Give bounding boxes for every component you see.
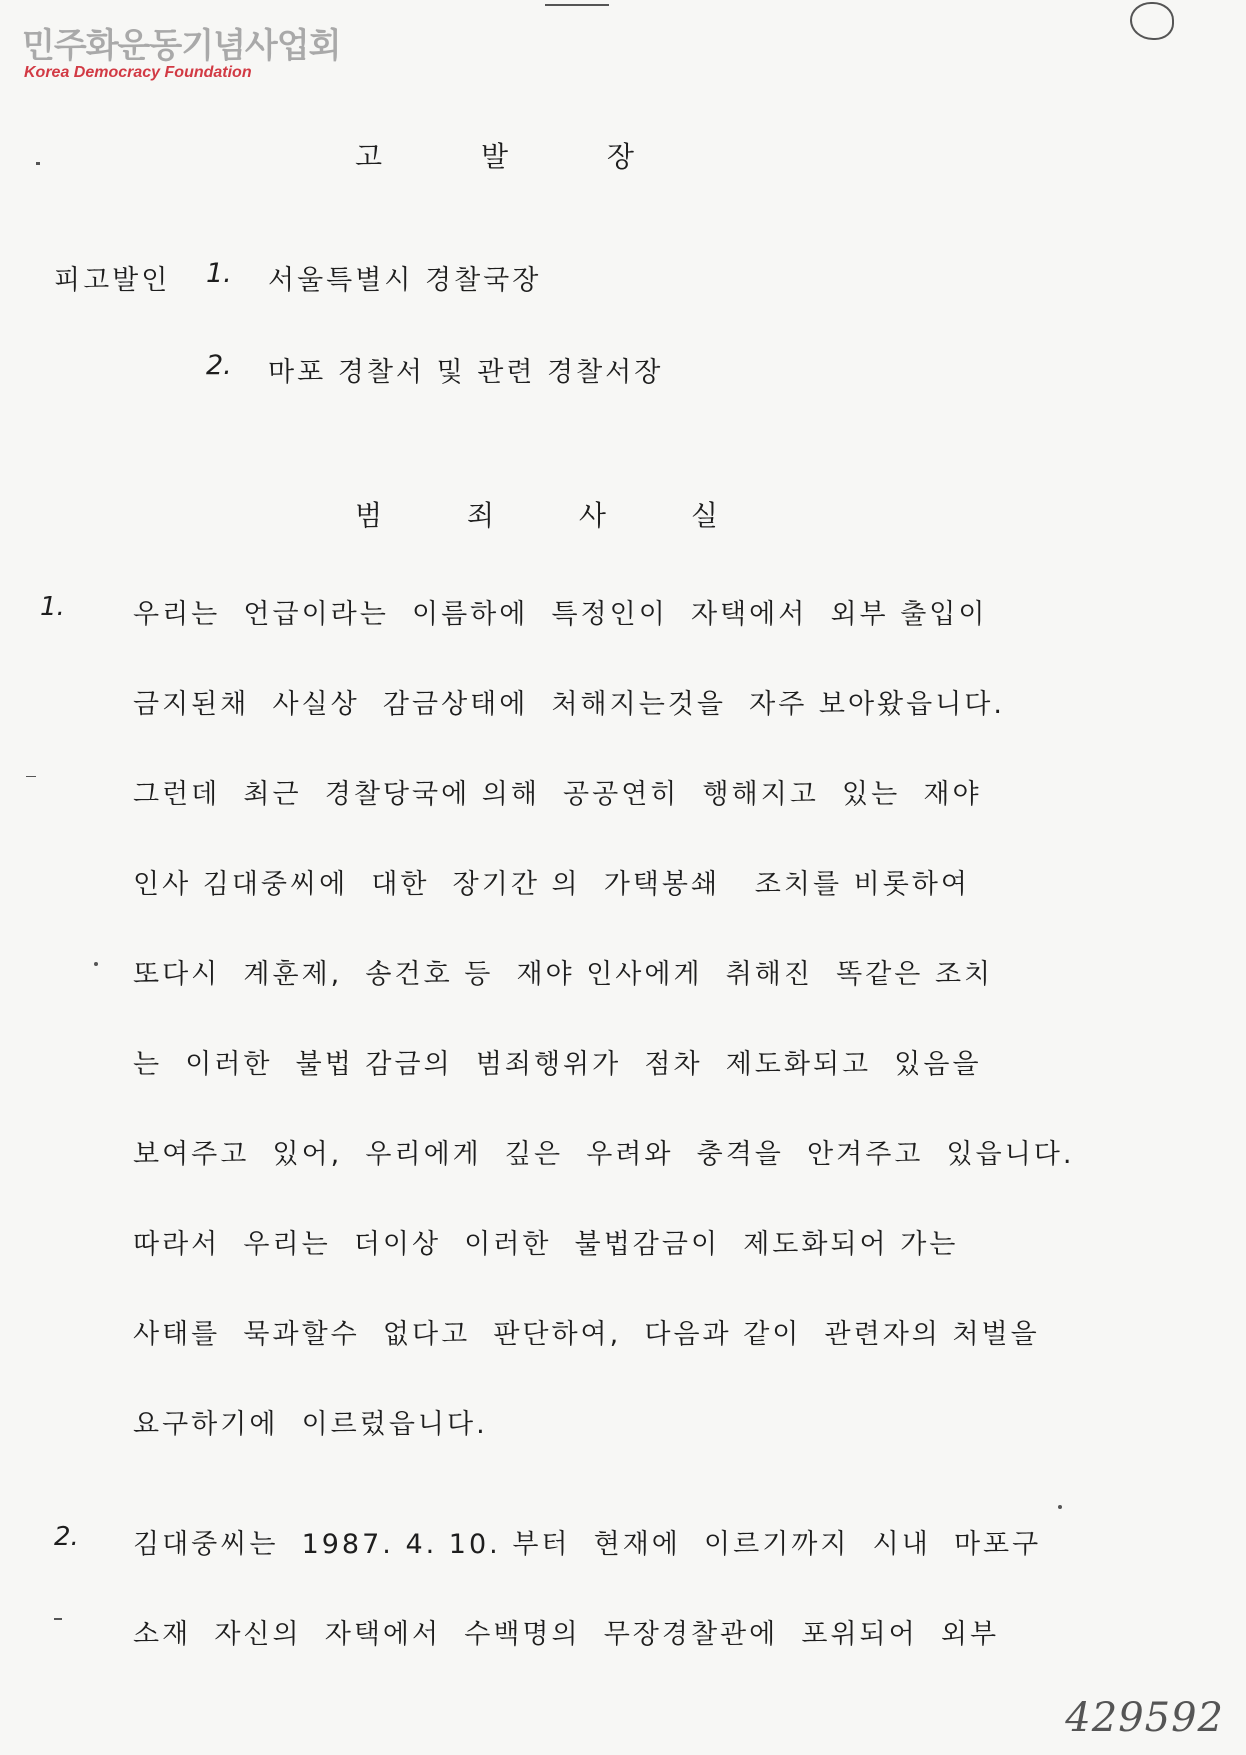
paragraph-line: 우리는 언급이라는 이름하에 특정인이 자택에서 외부 출입이: [133, 599, 988, 630]
accused-label: 피고발인: [54, 265, 171, 296]
paragraph-line: 김대중씨는 1987. 4. 10. 부터 현재에 이르기까지 시내 마포구: [133, 1529, 1042, 1560]
paragraph-line: 또다시 계훈제, 송건호 등 재야 인사에게 취해진 똑같은 조치: [133, 959, 994, 990]
scan-speck: [36, 162, 40, 165]
foundation-logo-korean: 민주화운동기념사업회: [22, 26, 341, 66]
paragraph-line: 소재 자신의 자택에서 수백명의 무장경찰관에 포위되어 외부: [133, 1619, 1000, 1650]
paragraph-line: 사태를 묵과할수 없다고 판단하여, 다음과 같이 관련자의 처벌을: [133, 1319, 1040, 1350]
paragraph-line: 금지된채 사실상 감금상태에 처해지는것을 자주 보아왔읍니다.: [133, 689, 1005, 720]
paragraph-line: 인사 김대중씨에 대한 장기간 의 가택봉쇄 조치를 비롯하여: [133, 869, 970, 900]
foundation-logo-english: Korea Democracy Foundation: [24, 64, 252, 81]
document-title: 고 발 장: [355, 140, 637, 173]
corner-smudge: [1130, 2, 1174, 40]
scan-speck: [54, 1618, 62, 1620]
paragraph-line: 보여주고 있어, 우리에게 깊은 우려와 충격을 안겨주고 있읍니다.: [133, 1139, 1075, 1170]
accused-item-text: 서울특별시 경찰국장: [268, 265, 542, 296]
accused-item-text: 마포 경찰서 및 관련 경찰서장: [268, 357, 664, 388]
paragraph-number: 1.: [40, 592, 65, 622]
archive-number-stamp: 429592: [1065, 1695, 1224, 1741]
section-heading: 범 죄 사 실: [355, 499, 721, 532]
top-scan-mark: [545, 4, 609, 6]
accused-item-number: 2.: [206, 350, 232, 381]
scan-speck: [1058, 1505, 1062, 1509]
scan-speck: [26, 776, 36, 777]
paragraph-line: 요구하기에 이르렀읍니다.: [133, 1409, 488, 1440]
paragraph-number: 2.: [54, 1522, 79, 1552]
scan-speck: [94, 962, 98, 966]
paragraph-line: 그런데 최근 경찰당국에 의해 공공연히 행해지고 있는 재야: [133, 779, 982, 810]
accused-item-number: 1.: [206, 258, 232, 289]
paragraph-line: 따라서 우리는 더이상 이러한 불법감금이 제도화되어 가는: [133, 1229, 959, 1260]
paragraph-line: 는 이러한 불법 감금의 범죄행위가 점차 제도화되고 있음을: [133, 1049, 982, 1080]
